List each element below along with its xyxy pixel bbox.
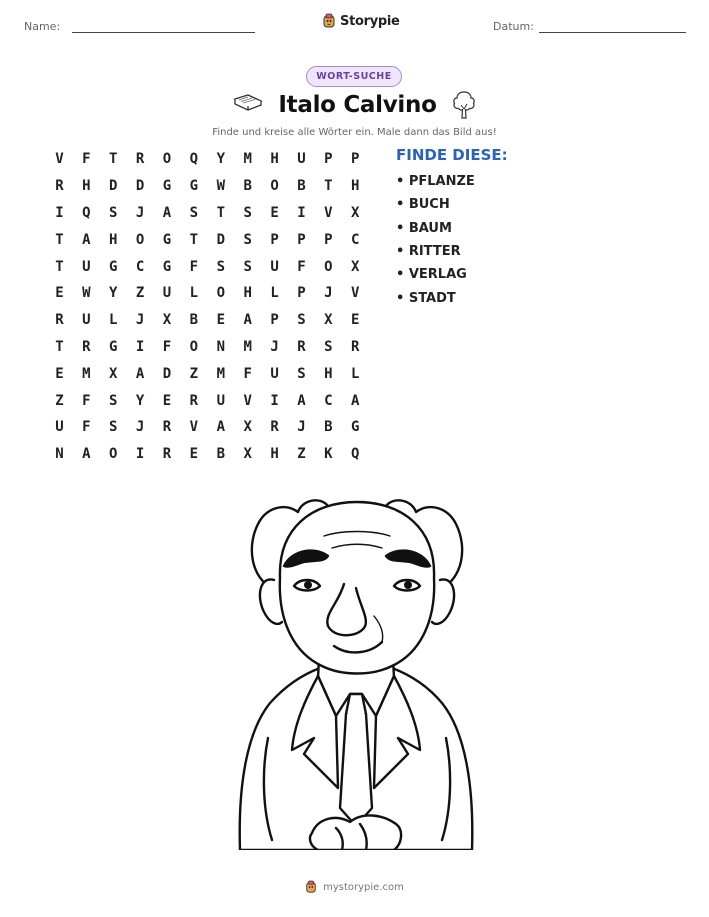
grid-letter[interactable]: U bbox=[82, 312, 91, 329]
grid-letter[interactable]: V bbox=[243, 392, 252, 409]
grid-letter[interactable]: U bbox=[270, 258, 279, 275]
grid-letter[interactable]: X bbox=[243, 446, 252, 463]
footer bbox=[0, 880, 709, 894]
date-line[interactable] bbox=[539, 32, 686, 33]
footer-url[interactable]: mystorypie.com bbox=[323, 881, 404, 893]
book-icon bbox=[232, 93, 264, 117]
grid-letter[interactable]: T bbox=[55, 338, 64, 355]
grid-letter[interactable]: G bbox=[162, 258, 172, 275]
grid-letter[interactable]: L bbox=[351, 365, 360, 382]
grid-letter[interactable]: D bbox=[135, 178, 145, 195]
grid-letter[interactable]: H bbox=[324, 365, 333, 382]
grid-letter[interactable]: X bbox=[109, 365, 118, 382]
name-label: Name: bbox=[24, 20, 61, 33]
word-list-item: • PFLANZE bbox=[396, 174, 475, 190]
grid-letter[interactable]: D bbox=[216, 231, 225, 248]
tree-icon bbox=[451, 90, 477, 120]
grid-letter[interactable]: H bbox=[243, 285, 252, 302]
grid-letter[interactable]: C bbox=[351, 231, 360, 248]
grid-letter[interactable]: Q bbox=[189, 151, 199, 168]
grid-letter[interactable]: S bbox=[216, 258, 225, 275]
coloring-portrait-image bbox=[232, 488, 482, 850]
word-list-item: • BUCH bbox=[396, 197, 450, 213]
grid-letter[interactable]: S bbox=[297, 312, 306, 329]
grid-letter[interactable]: C bbox=[135, 258, 145, 275]
grid-letter[interactable]: X bbox=[324, 312, 333, 329]
grid-letter[interactable]: K bbox=[324, 446, 333, 463]
grid-letter[interactable]: U bbox=[55, 419, 64, 436]
grid-letter[interactable]: A bbox=[135, 365, 145, 382]
grid-letter[interactable]: L bbox=[270, 285, 279, 302]
name-line[interactable] bbox=[72, 32, 255, 33]
grid-letter[interactable]: E bbox=[351, 312, 360, 329]
grid-letter[interactable]: P bbox=[270, 231, 279, 248]
grid-letter[interactable]: B bbox=[324, 419, 333, 436]
grid-letter[interactable]: G bbox=[351, 419, 360, 436]
grid-letter[interactable]: R bbox=[82, 338, 91, 355]
grid-row bbox=[46, 307, 369, 334]
grid-letter[interactable]: R bbox=[162, 419, 172, 436]
grid-letter[interactable]: B bbox=[216, 446, 225, 463]
grid-letter[interactable]: Z bbox=[135, 285, 145, 302]
word-list bbox=[396, 170, 475, 310]
grid-letter[interactable]: O bbox=[324, 258, 333, 275]
grid-letter[interactable]: I bbox=[270, 392, 279, 409]
grid-letter[interactable]: X bbox=[243, 419, 252, 436]
grid-letter[interactable]: U bbox=[162, 285, 172, 302]
grid-letter[interactable]: J bbox=[135, 312, 145, 329]
grid-letter[interactable]: G bbox=[109, 338, 118, 355]
grid-letter[interactable]: X bbox=[351, 204, 360, 221]
word-search-grid[interactable] bbox=[46, 146, 369, 468]
grid-letter[interactable]: I bbox=[135, 338, 145, 355]
grid-letter[interactable]: B bbox=[243, 178, 252, 195]
grid-letter[interactable]: O bbox=[189, 338, 199, 355]
grid-letter[interactable]: T bbox=[189, 231, 199, 248]
grid-letter[interactable]: R bbox=[55, 178, 64, 195]
grid-letter[interactable]: P bbox=[270, 312, 279, 329]
grid-letter[interactable]: U bbox=[82, 258, 91, 275]
grid-letter[interactable]: A bbox=[216, 419, 225, 436]
grid-letter[interactable]: Q bbox=[82, 204, 91, 221]
grid-row bbox=[46, 253, 369, 280]
grid-letter[interactable]: P bbox=[324, 151, 333, 168]
grid-letter[interactable]: G bbox=[162, 178, 172, 195]
grid-letter[interactable]: A bbox=[82, 446, 91, 463]
grid-letter[interactable]: C bbox=[324, 392, 333, 409]
grid-letter[interactable]: E bbox=[189, 446, 199, 463]
grid-letter[interactable]: M bbox=[243, 151, 252, 168]
grid-letter[interactable]: O bbox=[270, 178, 279, 195]
grid-letter[interactable]: T bbox=[324, 178, 333, 195]
grid-letter[interactable]: O bbox=[216, 285, 225, 302]
grid-row bbox=[46, 334, 369, 361]
grid-letter[interactable]: F bbox=[243, 365, 252, 382]
grid-letter[interactable]: L bbox=[189, 285, 199, 302]
grid-row bbox=[46, 441, 369, 468]
grid-letter[interactable]: I bbox=[135, 446, 145, 463]
grid-letter[interactable]: Z bbox=[189, 365, 199, 382]
brand-logo bbox=[322, 13, 400, 29]
grid-row bbox=[46, 173, 369, 200]
word-list-title: FINDE DIESE: bbox=[396, 146, 508, 164]
grid-letter[interactable]: M bbox=[82, 365, 91, 382]
storypie-mascot-icon bbox=[322, 13, 336, 29]
grid-letter[interactable]: W bbox=[82, 285, 91, 302]
grid-letter[interactable]: A bbox=[243, 312, 252, 329]
grid-letter[interactable]: S bbox=[324, 338, 333, 355]
grid-letter[interactable]: B bbox=[189, 312, 199, 329]
grid-letter[interactable]: H bbox=[270, 446, 279, 463]
grid-letter[interactable]: R bbox=[297, 338, 306, 355]
grid-letter[interactable]: F bbox=[82, 419, 91, 436]
grid-letter[interactable]: S bbox=[189, 204, 199, 221]
word-list-item: • RITTER bbox=[396, 244, 461, 260]
date-label: Datum: bbox=[493, 20, 534, 33]
grid-letter[interactable]: R bbox=[55, 312, 64, 329]
grid-letter[interactable]: V bbox=[189, 419, 199, 436]
grid-letter[interactable]: F bbox=[82, 151, 91, 168]
grid-letter[interactable]: G bbox=[189, 178, 199, 195]
grid-letter[interactable]: R bbox=[351, 338, 360, 355]
grid-letter[interactable]: M bbox=[243, 338, 252, 355]
grid-letter[interactable]: S bbox=[297, 365, 306, 382]
grid-letter[interactable]: F bbox=[297, 258, 306, 275]
brand-name: Storypie bbox=[340, 13, 400, 29]
grid-letter[interactable]: X bbox=[162, 312, 172, 329]
grid-letter[interactable]: R bbox=[135, 151, 145, 168]
grid-letter[interactable]: T bbox=[55, 231, 64, 248]
grid-letter[interactable]: O bbox=[109, 446, 118, 463]
grid-letter[interactable]: D bbox=[109, 178, 118, 195]
grid-letter[interactable]: R bbox=[270, 419, 279, 436]
storypie-mascot-icon bbox=[305, 880, 317, 894]
grid-letter[interactable]: E bbox=[55, 285, 64, 302]
grid-letter[interactable]: Y bbox=[109, 285, 118, 302]
grid-letter[interactable]: A bbox=[351, 392, 360, 409]
grid-letter[interactable]: E bbox=[270, 204, 279, 221]
instructions: Finde und kreise alle Wörter ein. Male dann das Bild aus! bbox=[212, 127, 497, 138]
grid-letter[interactable]: O bbox=[135, 231, 145, 248]
grid-letter[interactable]: T bbox=[216, 204, 225, 221]
grid-row bbox=[46, 387, 369, 414]
grid-letter[interactable]: U bbox=[216, 392, 225, 409]
grid-letter[interactable]: N bbox=[216, 338, 225, 355]
grid-letter[interactable]: Y bbox=[135, 392, 145, 409]
grid-letter[interactable]: V bbox=[351, 285, 360, 302]
puzzle-type-badge: WORT-SUCHE bbox=[306, 66, 402, 87]
grid-letter[interactable]: Z bbox=[297, 446, 306, 463]
grid-letter[interactable]: X bbox=[351, 258, 360, 275]
grid-letter[interactable]: R bbox=[189, 392, 199, 409]
grid-letter[interactable]: J bbox=[324, 285, 333, 302]
grid-letter[interactable]: Y bbox=[216, 151, 225, 168]
grid-letter[interactable]: A bbox=[162, 204, 172, 221]
grid-letter[interactable]: P bbox=[297, 285, 306, 302]
grid-letter[interactable]: B bbox=[297, 178, 306, 195]
grid-letter[interactable]: U bbox=[270, 365, 279, 382]
grid-letter[interactable]: Q bbox=[351, 446, 360, 463]
grid-letter[interactable]: G bbox=[109, 258, 118, 275]
grid-letter[interactable]: S bbox=[109, 392, 118, 409]
grid-letter[interactable]: Z bbox=[55, 392, 64, 409]
title-row bbox=[0, 90, 709, 120]
grid-letter[interactable]: T bbox=[55, 258, 64, 275]
grid-letter[interactable]: P bbox=[324, 231, 333, 248]
grid-row bbox=[46, 280, 369, 307]
word-list-item: • STADT bbox=[396, 290, 456, 306]
grid-letter[interactable]: R bbox=[162, 446, 172, 463]
grid-letter[interactable]: S bbox=[243, 258, 252, 275]
grid-letter[interactable]: S bbox=[109, 419, 118, 436]
grid-letter[interactable]: S bbox=[243, 204, 252, 221]
grid-letter[interactable]: P bbox=[351, 151, 360, 168]
grid-letter[interactable]: L bbox=[109, 312, 118, 329]
grid-row bbox=[46, 146, 369, 173]
grid-letter[interactable]: W bbox=[216, 178, 225, 195]
grid-letter[interactable]: H bbox=[109, 231, 118, 248]
grid-letter[interactable]: H bbox=[82, 178, 91, 195]
page-title: Italo Calvino bbox=[278, 92, 437, 118]
grid-letter[interactable]: J bbox=[297, 419, 306, 436]
grid-letter[interactable]: G bbox=[162, 231, 172, 248]
grid-letter[interactable]: M bbox=[216, 365, 225, 382]
grid-letter[interactable]: S bbox=[109, 204, 118, 221]
grid-letter[interactable]: A bbox=[297, 392, 306, 409]
grid-letter[interactable]: F bbox=[82, 392, 91, 409]
grid-letter[interactable]: O bbox=[162, 151, 172, 168]
word-list-item: • VERLAG bbox=[396, 267, 467, 283]
word-list-item: • BAUM bbox=[396, 220, 452, 236]
grid-letter[interactable]: I bbox=[297, 204, 306, 221]
grid-letter[interactable]: V bbox=[324, 204, 333, 221]
grid-letter[interactable]: J bbox=[135, 419, 145, 436]
grid-letter[interactable]: A bbox=[82, 231, 91, 248]
grid-letter[interactable]: D bbox=[162, 365, 172, 382]
grid-letter[interactable]: U bbox=[297, 151, 306, 168]
grid-letter[interactable]: F bbox=[162, 338, 172, 355]
grid-letter[interactable]: E bbox=[55, 365, 64, 382]
grid-letter[interactable]: V bbox=[55, 151, 64, 168]
grid-letter[interactable]: J bbox=[135, 204, 145, 221]
grid-row bbox=[46, 360, 369, 387]
grid-row bbox=[46, 200, 369, 227]
grid-row bbox=[46, 414, 369, 441]
grid-letter[interactable]: S bbox=[243, 231, 252, 248]
grid-letter[interactable]: I bbox=[55, 204, 64, 221]
grid-letter[interactable]: J bbox=[270, 338, 279, 355]
grid-letter[interactable]: P bbox=[297, 231, 306, 248]
grid-letter[interactable]: E bbox=[216, 312, 225, 329]
grid-letter[interactable]: H bbox=[351, 178, 360, 195]
grid-row bbox=[46, 226, 369, 253]
grid-letter[interactable]: T bbox=[109, 151, 118, 168]
grid-letter[interactable]: E bbox=[162, 392, 172, 409]
grid-letter[interactable]: H bbox=[270, 151, 279, 168]
grid-letter[interactable]: F bbox=[189, 258, 199, 275]
grid-letter[interactable]: N bbox=[55, 446, 64, 463]
